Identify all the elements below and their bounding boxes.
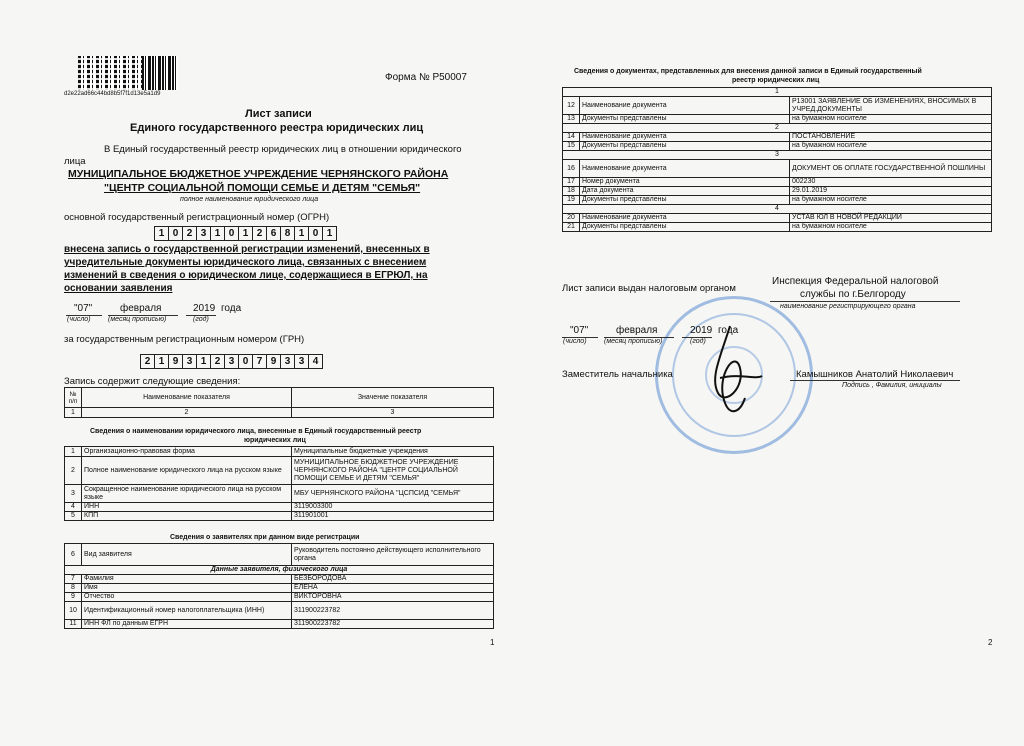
intro-text: В Единый государственный реестр юридических лиц в отношении юридического [104, 144, 462, 155]
ogrn-number [154, 226, 336, 241]
grn-digit: 4 [308, 354, 323, 369]
entry-line3: изменений в сведения о юридическом лице, содержащиеся в ЕГРЮЛ, на [64, 270, 428, 281]
intro-text-2: лица [64, 156, 86, 167]
grn-digit: 1 [154, 354, 169, 369]
page-number-2: 2 [988, 638, 993, 647]
group-label: 4 [563, 205, 992, 214]
entry-year: 2019 [193, 303, 216, 314]
barcode-image [78, 56, 142, 90]
header-name: Наименование показателя [82, 388, 292, 408]
ogrn-digit: 8 [280, 226, 295, 241]
grn-digit: 3 [280, 354, 295, 369]
doc-subtitle: Единого государственного реестра юридических лиц [130, 122, 424, 134]
authority-line1: Инспекция Федеральной налоговой [772, 276, 939, 287]
entry-line2: учредительные документы юридического лица, связанных с внесением [64, 257, 427, 268]
caption-month: (месяц прописью) [108, 316, 167, 323]
signer-position: Заместитель начальника [562, 369, 673, 380]
ogrn-digit: 1 [154, 226, 169, 241]
issue-year: 2019 [690, 325, 713, 336]
entry-year-word: года [221, 303, 242, 314]
ogrn-digit: 0 [308, 226, 323, 241]
ogrn-digit: 2 [182, 226, 197, 241]
entry-line1: внесена запись о государственной регистрации изменений, внесенных в [64, 244, 430, 255]
issued-label: Лист записи выдан налоговым органом [562, 283, 736, 294]
grn-digit: 7 [252, 354, 267, 369]
grn-digit: 9 [168, 354, 183, 369]
ogrn-digit: 0 [168, 226, 183, 241]
indicators-header-table: № п/п Наименование показателя Значение показателя 1 2 3 [64, 387, 494, 418]
section2-table: 6 Вид заявителя Руководитель постоянно действующего исполнительного органа Данные заявителя, физического лица 7 Фамилия БЕЗБОРОДОВА 8 Имя ЕЛЕНА 9 Отчество ВИКТОРОВНА 10 Идентификационный номер налогоплательщика (ИНН) 311900223782 11 ИНН ФЛ по данным ЕГРН 311900223782 [64, 543, 494, 629]
group-label: 1 [563, 88, 992, 97]
caption-day: (число) [67, 316, 91, 323]
caption-year-2: (год) [690, 338, 706, 345]
group-label: 3 [563, 151, 992, 160]
ogrn-digit: 1 [294, 226, 309, 241]
section1-table: 1 Организационно-правовая форма Муниципальные бюджетные учреждения 2 Полное наименование юридического лица на русском языке МУНИЦИПАЛЬНОЕ БЮДЖЕТНОЕ УЧРЕЖДЕНИЕ ЧЕРНЯНСКОГО РАЙОНА "ЦЕНТР СОЦИАЛЬНОЙ ПОМОЩИ СЕМЬЕ И ДЕТЯМ "СЕМЬЯ" 3 Сокращенное наименование юридического лица на русском языке МБУ ЧЕРНЯНСКОГО РАЙОНА "ЦСПСИД "СЕМЬЯ" 4 ИНН 3119003300 5 КПП 311901001 [64, 446, 494, 521]
header-value: Значение показателя [292, 388, 494, 408]
ogrn-digit: 1 [210, 226, 225, 241]
section1-title-2: юридических лиц [244, 437, 306, 444]
form-number: Форма № Р50007 [385, 72, 467, 83]
group-label: 2 [563, 124, 992, 133]
grn-digit: 2 [210, 354, 225, 369]
docs-title-2: реестр юридических лиц [732, 77, 820, 84]
doc-title: Лист записи [245, 108, 312, 120]
header-no: № п/п [65, 388, 82, 408]
ogrn-label: основной государственный регистрационный номер (ОГРН) [64, 212, 330, 223]
barcode-hash: d2e22ad66c44bd8b5f7f1d13e5a1d9 [64, 91, 161, 97]
signer-caption: Подпись , Фамилия, инициалы [842, 382, 942, 389]
ogrn-digit: 0 [224, 226, 239, 241]
grn-digit: 2 [140, 354, 155, 369]
caption-day-2: (число) [563, 338, 587, 345]
entry-line4: основании заявления [64, 283, 173, 294]
grn-label: за государственным регистрационным номером (ГРН) [64, 334, 305, 345]
org-name-line1: МУНИЦИПАЛЬНОЕ БЮДЖЕТНОЕ УЧРЕЖДЕНИЕ ЧЕРНЯНСКОГО РАЙОНА [68, 168, 449, 180]
caption-year: (год) [193, 316, 209, 323]
ogrn-digit: 3 [196, 226, 211, 241]
ogrn-digit: 1 [238, 226, 253, 241]
issue-year-word: года [718, 325, 739, 336]
authority-caption: наименование регистрирующего органа [780, 303, 916, 310]
section2-title: Сведения о заявителях при данном виде регистрации [170, 534, 360, 541]
page-number-1: 1 [490, 638, 495, 647]
issue-day: "07" [570, 325, 589, 336]
ogrn-digit: 6 [266, 226, 281, 241]
documents-table: 1 12 Наименование документа Р13001 ЗАЯВЛЕНИЕ ОБ ИЗМЕНЕНИЯХ, ВНОСИМЫХ В УЧРЕД.ДОКУМЕНТЫ 13 Документы представлены на бумажном носителе 2 14 Наименование документа ПОСТАНОВЛЕНИЕ 15 Документы представлены на бумажном носителе 3 16 Наименование документа ДОКУМЕНТ ОБ ОПЛАТЕ ГОСУДАРСТВЕННОЙ ПОШЛИНЫ 17 Номер документа 002230 18 Дата документа 29.01.2019 19 Документы представлены на бумажном носителе 4 20 Наименование документа УСТАВ ЮЛ В НОВОЙ РЕДАКЦИИ 21 Документы представлены на бумажном носителе [562, 87, 992, 232]
entry-month: февраля [120, 303, 162, 314]
signer-name: Камышников Анатолий Николаевич [796, 369, 954, 380]
grn-digit: 3 [294, 354, 309, 369]
grn-number [140, 354, 322, 369]
org-name-line2: "ЦЕНТР СОЦИАЛЬНОЙ ПОМОЩИ СЕМЬЕ И ДЕТЯМ "СЕМЬЯ" [104, 182, 421, 194]
org-name-caption: полное наименование юридического лица [180, 196, 319, 203]
entry-day: "07" [74, 303, 93, 314]
section1-title: Сведения о наименовании юридического лица, внесенные в Единый государственный реестр [90, 428, 422, 435]
grn-digit: 0 [238, 354, 253, 369]
barcode-stripes [142, 56, 178, 90]
authority-line2: службы по г.Белгороду [800, 289, 906, 300]
grn-digit: 3 [224, 354, 239, 369]
issue-month: февраля [616, 325, 658, 336]
caption-month-2: (месяц прописью) [604, 338, 663, 345]
applicant-subheader: Данные заявителя, физического лица [65, 566, 494, 575]
ogrn-digit: 1 [322, 226, 337, 241]
docs-title: Сведения о документах, представленных для внесения данной записи в Единый государственный [574, 68, 922, 75]
ogrn-digit: 2 [252, 226, 267, 241]
grn-digit: 9 [266, 354, 281, 369]
grn-digit: 3 [182, 354, 197, 369]
grn-digit: 1 [196, 354, 211, 369]
contains-label: Запись содержит следующие сведения: [64, 376, 241, 387]
